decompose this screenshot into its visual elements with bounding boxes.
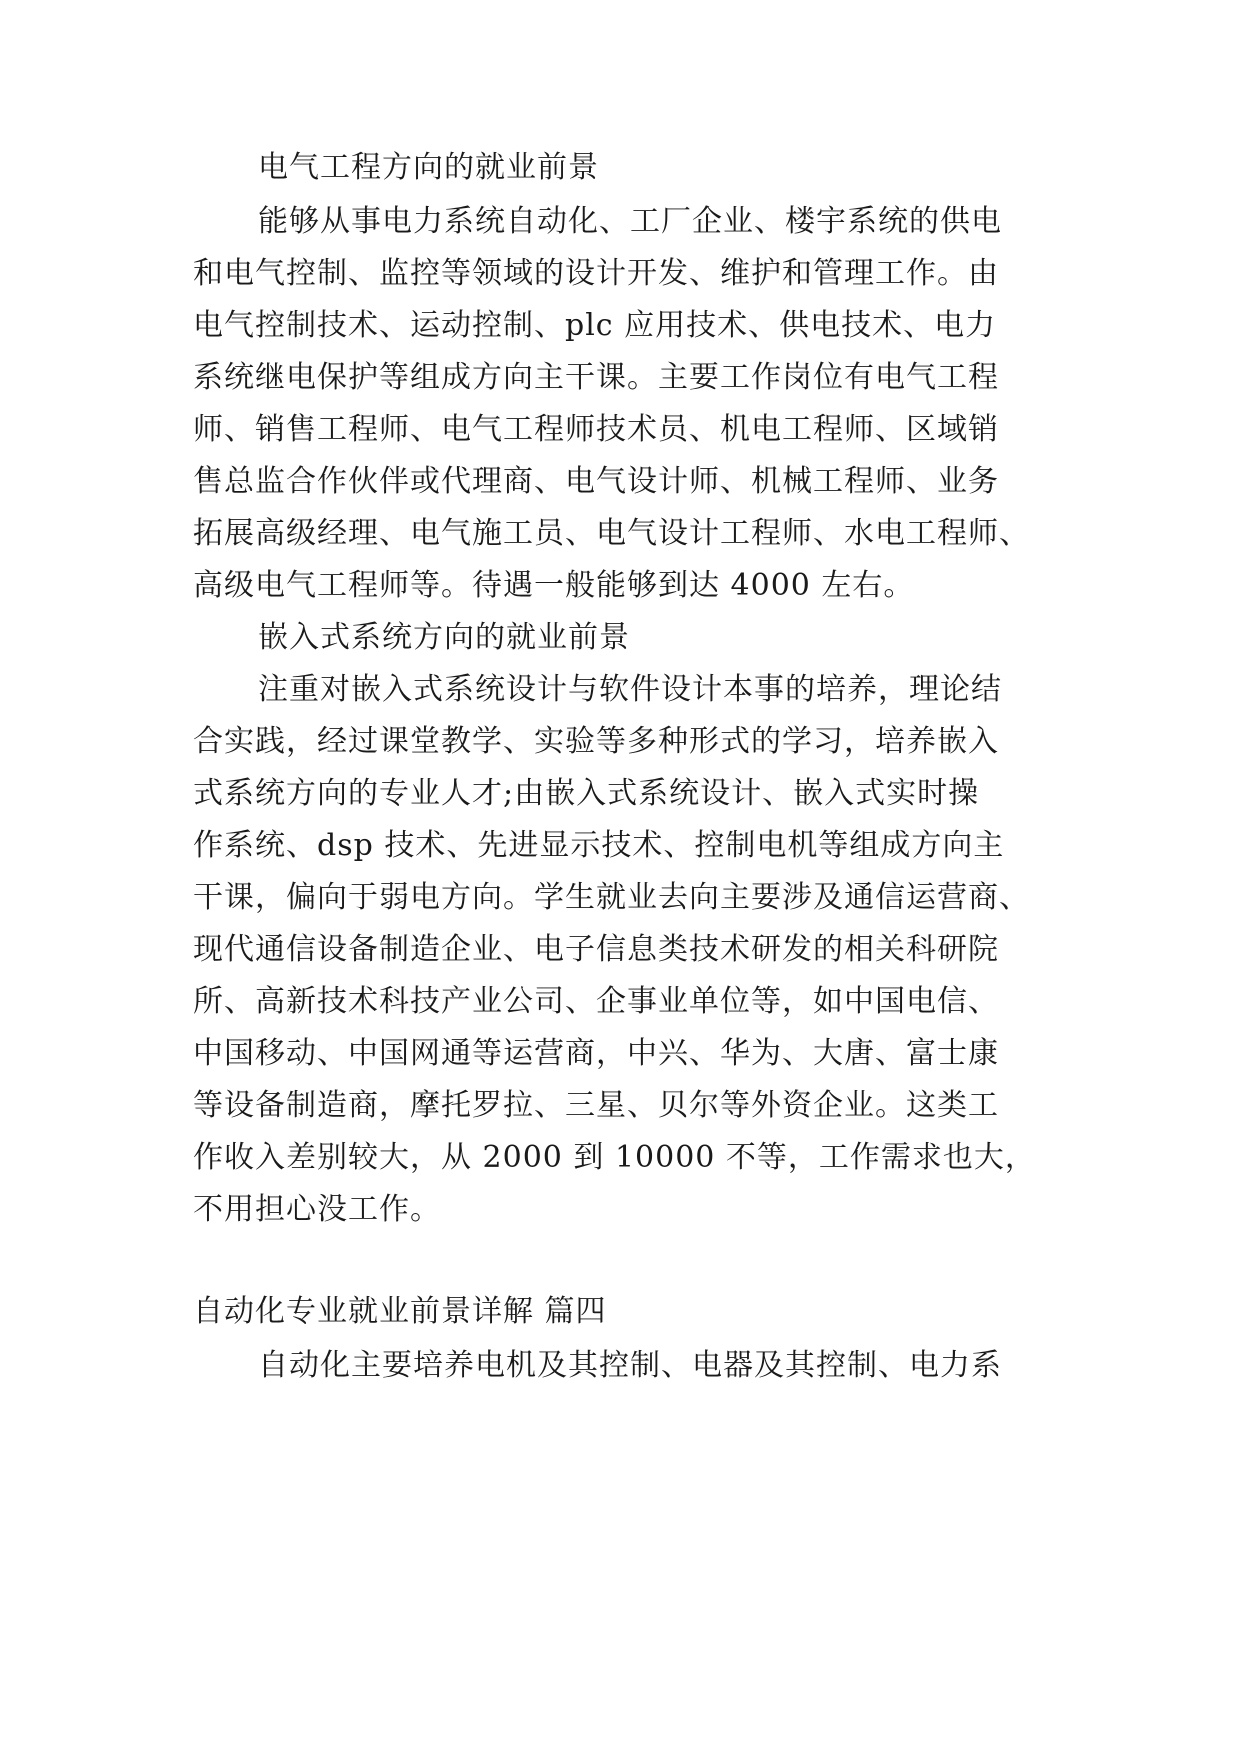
paragraph-line: 中国移动、中国网通等运营商，中兴、华为、大唐、富士康 [193, 1036, 999, 1071]
paragraph-line: 自动化主要培养电机及其控制、电器及其控制、电力系 [258, 1348, 1002, 1383]
heading-embedded-systems: 嵌入式系统方向的就业前景 [258, 620, 630, 655]
paragraph-line: 作系统、dsp 技术、先进显示技术、控制电机等组成方向主 [193, 828, 1005, 863]
paragraph-line: 能够从事电力系统自动化、工厂企业、楼宇系统的供电 [258, 204, 1002, 239]
paragraph-line: 电气控制技术、运动控制、plc 应用技术、供电技术、电力 [193, 308, 997, 343]
paragraph-line: 干课，偏向于弱电方向。学生就业去向主要涉及通信运营商、 [193, 880, 1030, 915]
paragraph-line: 高级电气工程师等。待遇一般能够到达 4000 左右。 [193, 568, 915, 603]
paragraph-line: 所、高新技术科技产业公司、企事业单位等，如中国电信、 [193, 984, 999, 1019]
paragraph-line: 式系统方向的专业人才;由嵌入式系统设计、嵌入式实时操 [193, 776, 980, 811]
paragraph-line: 师、销售工程师、电气工程师技术员、机电工程师、区域销 [193, 412, 999, 447]
section-title-part-four: 自动化专业就业前景详解 篇四 [193, 1294, 607, 1329]
paragraph-line: 注重对嵌入式系统设计与软件设计本事的培养，理论结 [258, 672, 1002, 707]
paragraph-line: 等设备制造商，摩托罗拉、三星、贝尔等外资企业。这类工 [193, 1088, 999, 1123]
paragraph-line: 拓展高级经理、电气施工员、电气设计工程师、水电工程师、 [193, 516, 1030, 551]
paragraph-line: 合实践，经过课堂教学、实验等多种形式的学习，培养嵌入 [193, 724, 999, 759]
heading-electrical-engineering: 电气工程方向的就业前景 [258, 150, 599, 185]
paragraph-line: 不用担心没工作。 [193, 1192, 441, 1227]
paragraph-line: 系统继电保护等组成方向主干课。主要工作岗位有电气工程 [193, 360, 999, 395]
paragraph-line: 售总监合作伙伴或代理商、电气设计师、机械工程师、业务 [193, 464, 999, 499]
paragraph-line: 和电气控制、监控等领域的设计开发、维护和管理工作。由 [193, 256, 999, 291]
paragraph-line: 作收入差别较大，从 2000 到 10000 不等，工作需求也大， [193, 1140, 1036, 1175]
paragraph-line: 现代通信设备制造企业、电子信息类技术研发的相关科研院 [193, 932, 999, 967]
